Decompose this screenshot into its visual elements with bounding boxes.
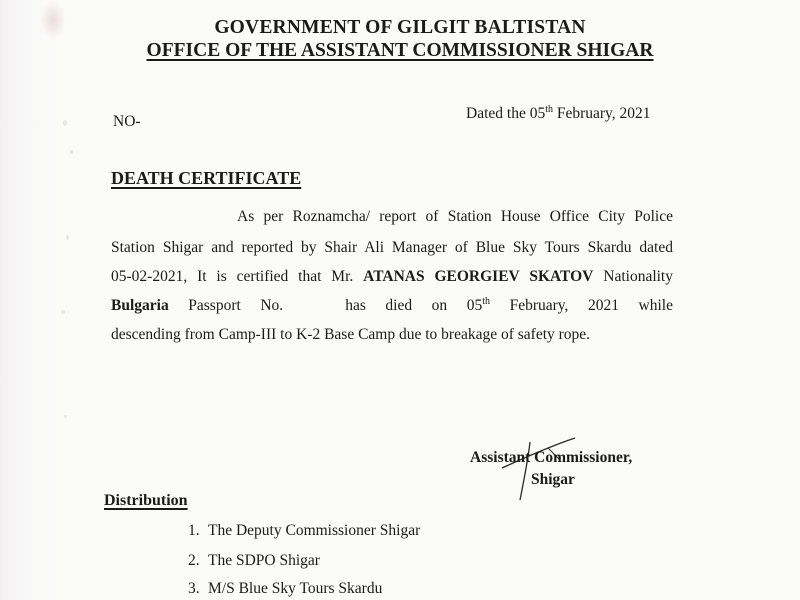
government-title: GOVERNMENT OF GILGIT BALTISTAN — [214, 17, 586, 38]
certificate-body-line: Station Shigar and reported by Shair Ali Manager of Blue Sky Tours Skardu dated — [111, 239, 673, 256]
signatory-place: Shigar — [531, 471, 575, 488]
handwritten-signature — [490, 430, 590, 505]
nationality: Bulgaria — [111, 297, 169, 315]
certificate-body-line: 05-02-2021, It is certified that Mr. ATANAS GEORGIEV SKATOV Nationality — [111, 268, 673, 285]
distribution-item: 2. The SDPO Shigar — [188, 552, 320, 569]
signatory-title: Assistant Commissioner, — [470, 449, 633, 466]
certificate-heading: DEATH CERTIFICATE — [111, 168, 302, 188]
certificate-body-line: As per Roznamcha/ report of Station House Office City Police — [237, 208, 673, 225]
distribution-heading: Distribution — [104, 492, 188, 509]
distribution-item: 3. M/S Blue Sky Tours Skardu — [188, 580, 383, 597]
scan-speck — [63, 120, 67, 126]
deceased-name: ATANAS GEORGIEV SKATOV — [363, 268, 594, 285]
reference-number-label: NO- — [113, 113, 141, 130]
distribution-item: 1. The Deputy Commissioner Shigar — [188, 522, 421, 539]
office-title: OFFICE OF THE ASSISTANT COMMISSIONER SHIGAR — [146, 40, 654, 61]
scan-edge-shadow — [0, 0, 60, 600]
scan-speck — [61, 310, 65, 314]
document-date: Dated the 05th February, 2021 — [466, 104, 651, 123]
scan-speck — [70, 150, 73, 154]
scan-speck — [66, 235, 69, 240]
certificate-body-line: Bulgaria Passport No. has died on 05th February, 2021 while — [111, 296, 673, 315]
certificate-body-line: descending from Camp-III to K-2 Base Camp due to breakage of safety rope. — [111, 326, 591, 343]
scan-speck — [64, 415, 67, 418]
